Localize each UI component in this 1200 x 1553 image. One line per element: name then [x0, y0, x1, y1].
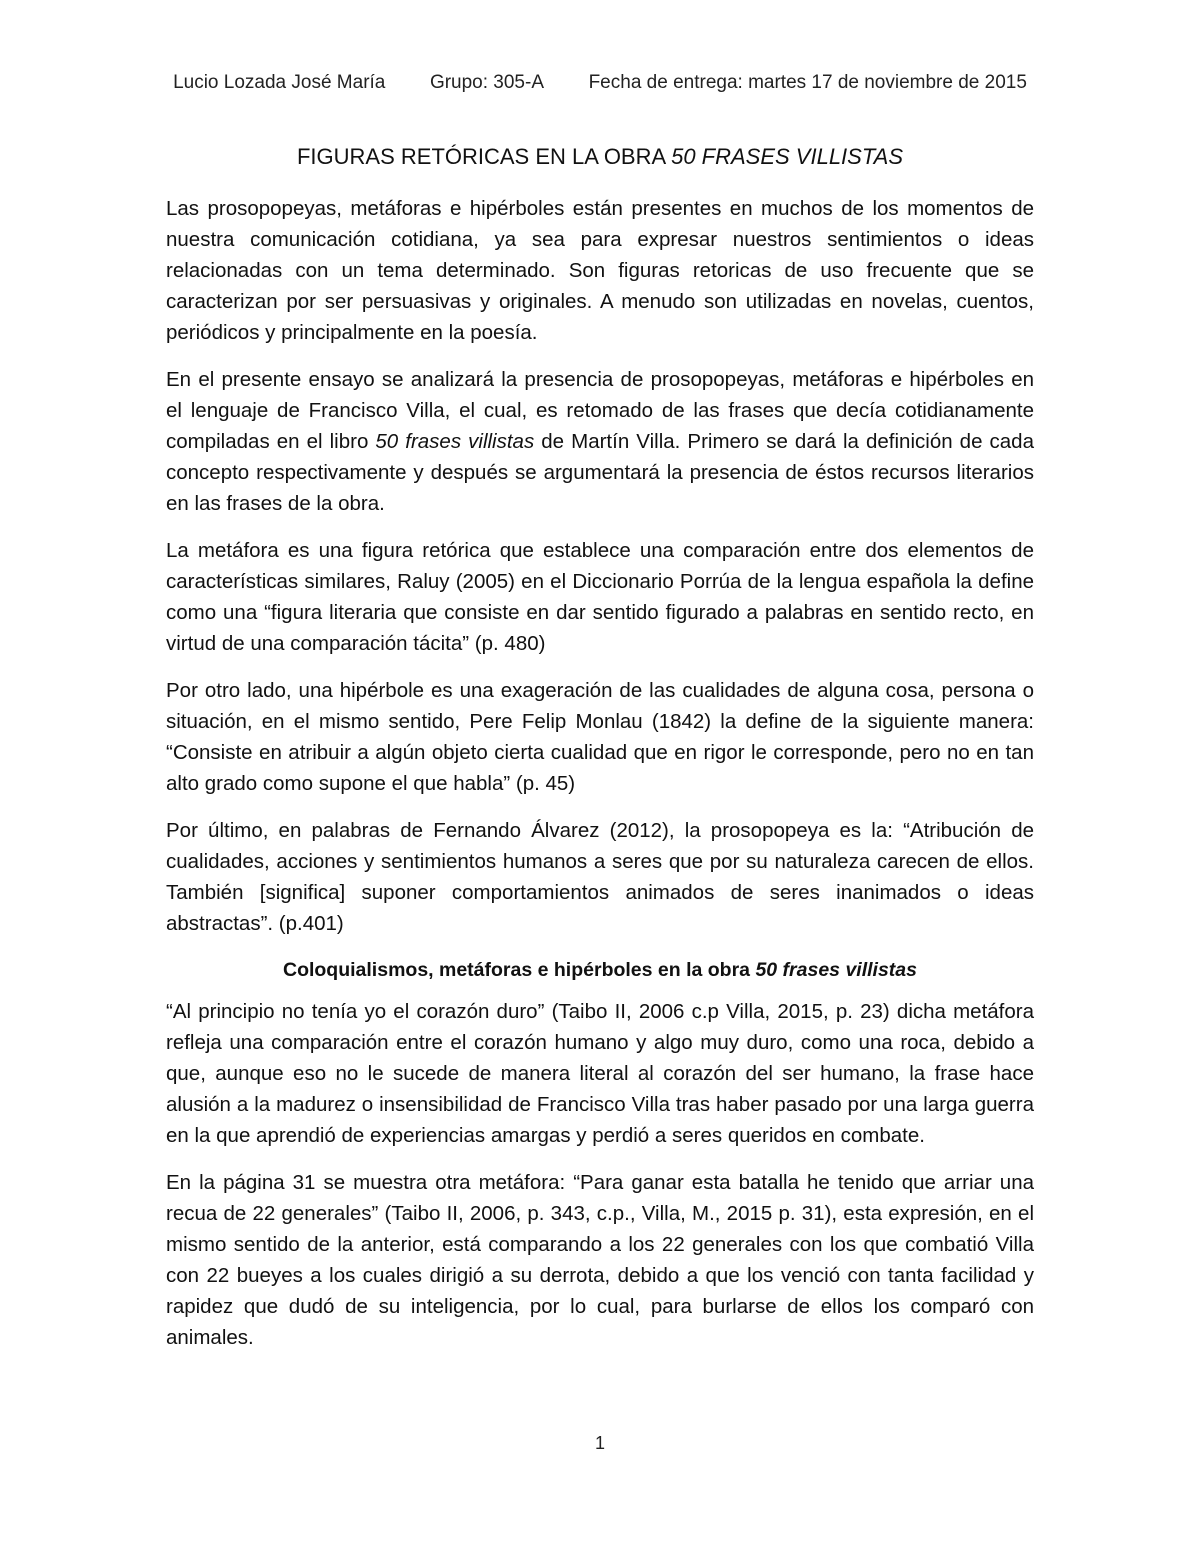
document-title — [0, 144, 1200, 170]
page-number: 1 — [594, 1433, 605, 1453]
book-title-inline: 50 frases villistas — [375, 430, 535, 453]
paragraph-first-metaphor: “Al principio no tenía yo el corazón duro” (Taibo II, 2006 c.p Villa, 2015, p. 23) dicha metáfora refleja una comparación entre el corazón humano y algo muy duro, como una roca, debido a que, aunque eso no le sucede de manera literal al corazón del ser humano, la frase hace alusión a la madurez o insensibilidad de Francisco Villa tras haber pasado por una larga guerra en la que aprendió de experiencias amargas y perdió a seres queridos en combate. — [166, 1000, 1034, 1147]
group-label: Grupo: 305-A — [429, 72, 545, 93]
title-prefix: FIGURAS RETÓRICAS EN LA OBRA — [296, 144, 672, 169]
paragraph-prosopopoeia-definition: Por último, en palabras de Fernando Álvarez (2012), la prosopopeya es la: “Atribución de cualidades, acciones y sentimientos humanos a seres que por su naturaleza carecen de ellos. También [significa] suponer comportamientos animados de seres inanimados o ideas abstractas”. (p.401) — [166, 819, 1034, 935]
paragraph-essay-scope — [166, 364, 1034, 519]
due-date: Fecha de entrega: martes 17 de noviembre de 2015 — [588, 72, 1027, 93]
title-book-name: 50 FRASES VILLISTAS — [671, 144, 903, 169]
section-heading-book-name: 50 frases villistas — [755, 959, 917, 981]
author-name: Lucio Lozada José María — [173, 72, 386, 93]
paragraph-essay-scope-start: En el presente ensayo se analizará la presencia de prosopopeyas, metáforas e hipérboles en el lenguaje de Francisco Villa, el cual, es retomado de las frases que decía cotidianamente compiladas en el libro — [166, 368, 1034, 453]
paragraph-second-metaphor: En la página 31 se muestra otra metáfora: “Para ganar esta batalla he tenido que arriar una recua de 22 generales” (Taibo II, 2006, p. 343, c.p., Villa, M., 2015 p. 31), esta expresión, en el mismo sentido de la anterior, está comparando a los 22 generales con los que combatió Villa con 22 bueyes a los cuales dirigió a su derrota, debido a que los venció con tanta facilidad y rapidez que dudó de su inteligencia, por lo cual, para burlarse de ellos los comparó con animales. — [166, 1171, 1034, 1349]
paragraph-hyperbole-definition: Por otro lado, una hipérbole es una exageración de las cualidades de alguna cosa, persona o situación, en el mismo sentido, Pere Felip Monlau (1842) la define de la siguiente manera: “Consiste en atribuir a algún objeto cierta cualidad que en rigor le corresponde, pero no en tan alto grado como supone el que habla” (p. 45) — [166, 679, 1034, 795]
section-heading — [166, 955, 1034, 986]
paragraph-intro: Las prosopopeyas, metáforas e hipérboles están presentes en muchos de los momentos de nuestra comunicación cotidiana, ya sea para expresar nuestros sentimientos o ideas relacionadas con un tema determinado. Son figuras retoricas de uso frecuente que se caracterizan por ser persuasivas y originales. A menudo son utilizadas en novelas, cuentos, periódicos y principalmente en la poesía. — [166, 197, 1034, 344]
paragraph-essay-scope-end: de Martín Villa. Primero se dará la definición de cada concepto respectivamente y después se argumentará la presencia de éstos recursos literarios en las frases de la obra. — [166, 430, 1034, 515]
page-header — [0, 72, 1200, 94]
paragraph-metaphor-definition: La metáfora es una figura retórica que establece una comparación entre dos elementos de características similares, Raluy (2005) en el Diccionario Porrúa de la lengua española la define como una “figura literaria que consiste en dar sentido figurado a palabras en sentido recto, en virtud de una comparación tácita” (p. 480) — [166, 539, 1034, 655]
document-body — [166, 193, 1034, 1369]
section-heading-prefix: Coloquialismos, metáforas e hipérboles en la obra — [282, 959, 756, 981]
